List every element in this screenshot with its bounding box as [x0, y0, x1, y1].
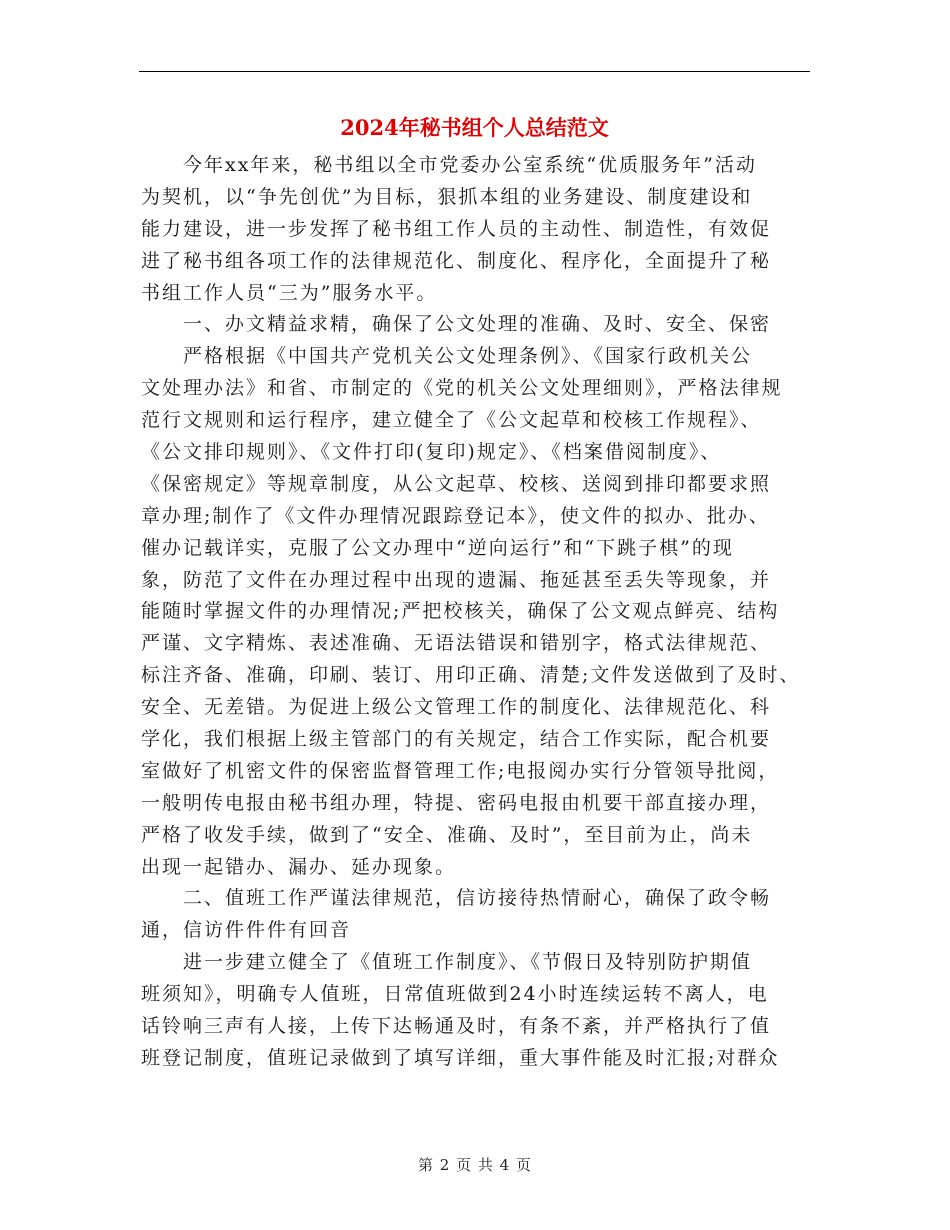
- body-line: 象，防范了文件在办理过程中出现的遗漏、拖延甚至丢失等现象，并: [141, 568, 772, 591]
- body-line: 班须知》，明确专人值班，日常值班做到24小时连续运转不离人，电: [141, 983, 769, 1006]
- body-line: 班登记制度，值班记录做到了填写详细，重大事件能及时汇报;对群众: [141, 1046, 780, 1069]
- body-line: 能力建设，进一步发挥了秘书组工作人员的主动性、制造性，有效促: [141, 217, 772, 240]
- body-line: 今年xx年来，秘书组以全市党委办公室系统“优质服务年”活动: [183, 154, 757, 176]
- body-line: 进了秘书组各项工作的法律规范化、制度化、程序化，全面提升了秘: [141, 249, 772, 272]
- body-line: 能随时掌握文件的办理情况;严把校核关，确保了公文观点鲜亮、结构: [141, 600, 780, 623]
- body-line: 范行文规则和运行程序，建立健全了《公文起草和校核工作规程》、: [141, 409, 762, 432]
- section-heading: 一、办文精益求精，确保了公文处理的准确、及时、安全、保密: [183, 313, 772, 336]
- body-line: 严格根据《中国共产党机关公文处理条例》、《国家行政机关公: [183, 345, 753, 368]
- body-line: 一般明传电报由秘书组办理，特提、密码电报由机要干部直接办理，: [141, 791, 772, 814]
- body-line: 严谨、文字精炼、表述准确、无语法错误和错别字，格式法律规范、: [141, 632, 772, 655]
- document-body: [141, 150, 821, 1075]
- body-line: 安全、无差错。为促进上级公文管理工作的制度化、法律规范化、科: [141, 696, 772, 719]
- header-rule: [139, 71, 810, 72]
- section-heading-continued: 通，信访件件件有回音: [141, 919, 352, 942]
- section-heading: 二、值班工作严谨法律规范，信访接待热情耐心，确保了政令畅: [183, 887, 772, 910]
- body-line: 《保密规定》等规章制度，从公文起草、校核、送阅到排印都要求照: [141, 472, 772, 495]
- body-line: 文处理办法》和省、市制定的《党的机关公文处理细则》，严格法律规: [141, 377, 783, 400]
- body-line: 为契机，以“争先创优”为目标，狠抓本组的业务建设、制度建设和: [141, 185, 753, 208]
- page-number: 第 2 页 共 4 页: [418, 1156, 532, 1174]
- body-line: 进一步建立健全了《值班工作制度》、《节假日及特别防护期值: [183, 951, 753, 974]
- body-line: 催办记载详实，克服了公文办理中“逆向运行”和“下跳子棋”的现: [141, 536, 734, 559]
- body-line: 出现一起错办、漏办、延办现象。: [141, 855, 457, 878]
- body-line: 《公文排印规则》、《文件打印(复印)规定》、《档案借阅制度》、: [141, 441, 722, 464]
- body-line: 话铃响三声有人接，上传下达畅通及时，有条不紊，并严格执行了值: [141, 1015, 772, 1038]
- body-line: 标注齐备、准确，印刷、装订、用印正确、清楚;文件发送做到了及时、: [141, 664, 801, 687]
- body-line: 严格了收发手续，做到了“安全、准确、及时”，至目前为止，尚未: [141, 823, 753, 846]
- document-title: 2024年秘书组个人总结范文: [340, 115, 609, 140]
- body-line: 书组工作人员“三为”服务水平。: [141, 281, 438, 304]
- body-line: 章办理;制作了《文件办理情况跟踪登记本》，使文件的拟办、批办、: [141, 504, 770, 527]
- body-line: 室做好了机密文件的保密监督管理工作;电报阅办实行分管领导批阅，: [141, 759, 780, 782]
- body-line: 学化，我们根据上级主管部门的有关规定，结合工作实际，配合机要: [141, 728, 772, 751]
